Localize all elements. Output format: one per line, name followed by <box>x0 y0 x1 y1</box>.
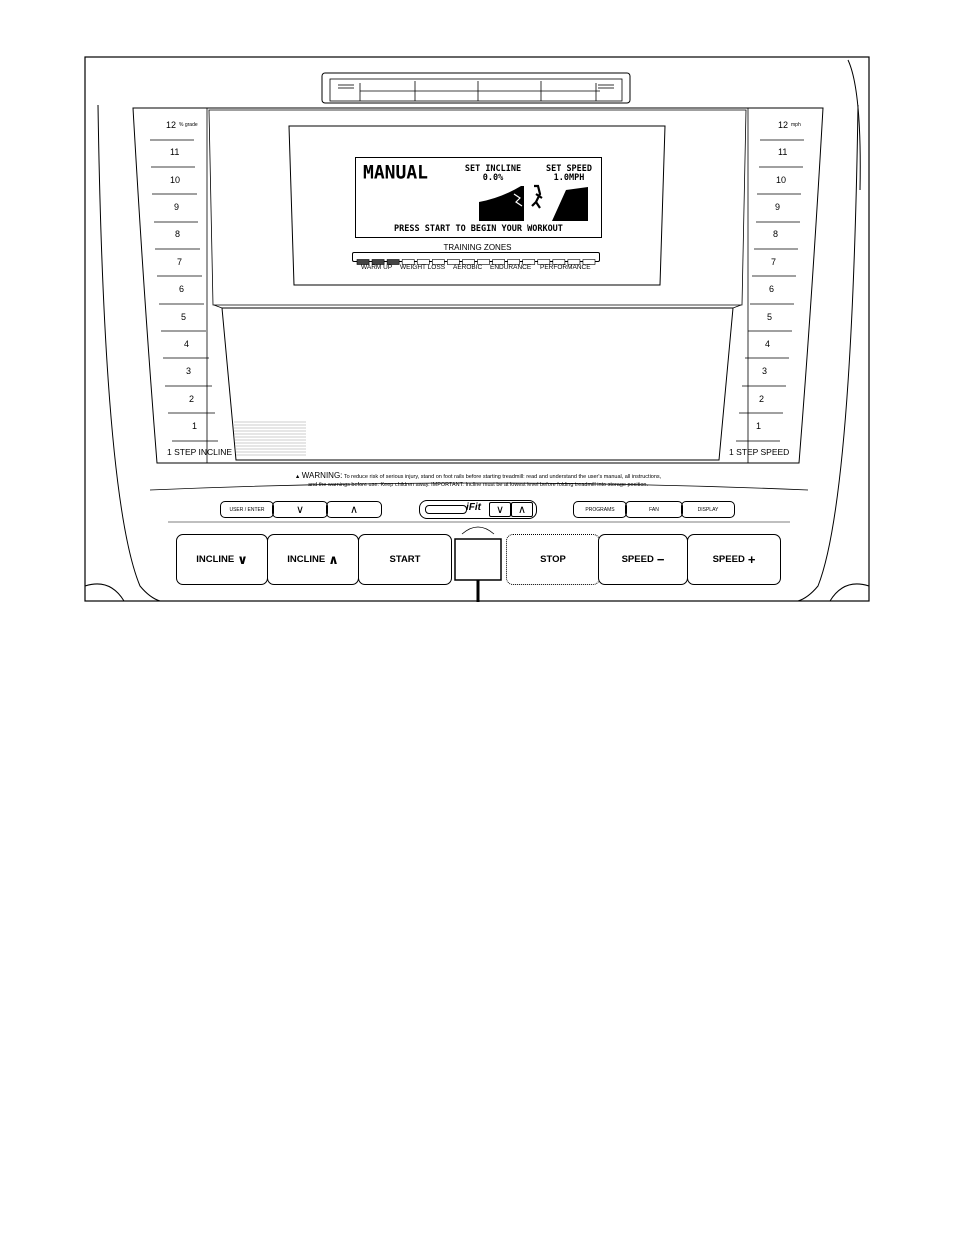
workout-mode: MANUAL <box>363 161 429 184</box>
set-speed-value: 1.0MPH <box>553 173 585 183</box>
incline-key-5[interactable]: 5 <box>181 312 187 322</box>
zone-performance: PERFORMANCE <box>540 264 591 271</box>
up-arrow-button[interactable] <box>326 501 382 518</box>
incline-up-button[interactable] <box>267 534 359 585</box>
incline-key-11[interactable]: 11 <box>170 147 180 157</box>
start-prompt: PRESS START TO BEGIN YOUR WORKOUT <box>394 224 563 234</box>
set-incline-label: SET INCLINE <box>464 164 522 174</box>
warning-line2: and the warnings before use. Keep children away. IMPORTANT: Incline must be at lowest level before folding treadmill into storage position. <box>308 482 648 488</box>
speed-key-10[interactable]: 10 <box>776 175 787 185</box>
zone-aerobic: AEROBIC <box>453 264 483 271</box>
incline-key-1[interactable]: 1 <box>192 421 198 431</box>
incline-key-12[interactable]: 12 $^{\% grade}$ <box>166 120 198 130</box>
down-arrow-button[interactable] <box>272 501 328 518</box>
programs-button[interactable]: PROGRAMS <box>573 501 627 518</box>
speed-key-2[interactable]: 2 <box>759 394 765 404</box>
lcd-display <box>355 157 602 238</box>
speed-down-label: SPEED <box>621 554 654 565</box>
speed-down-button[interactable] <box>598 534 688 585</box>
incline-key-3[interactable]: 3 <box>186 366 192 376</box>
display-button[interactable]: DISPLAY <box>681 501 735 518</box>
warning-heading: WARNING: <box>301 471 343 480</box>
speed-key-12[interactable]: 12 $^{mph}$ <box>778 120 801 130</box>
track-graphic <box>476 184 591 222</box>
set-speed-label: SET SPEED <box>545 164 593 174</box>
chevron-down-icon: ∨ <box>295 504 305 516</box>
incline-down-button[interactable] <box>176 534 268 585</box>
incline-key-6[interactable]: 6 <box>179 284 185 294</box>
chevron-up-icon: ∧ <box>328 551 339 567</box>
ifit-down-button[interactable] <box>489 502 511 517</box>
zone-weight-loss: WEIGHT LOSS <box>400 264 446 271</box>
ifit-up-button[interactable] <box>511 502 533 517</box>
zone-warm-up: WARM UP <box>361 264 393 271</box>
incline-key-10[interactable]: 10 <box>170 175 181 185</box>
zone-endurance: ENDURANCE <box>490 264 532 271</box>
speed-key-8[interactable]: 8 <box>773 229 779 239</box>
incline-key-4[interactable]: 4 <box>184 339 190 349</box>
warning-icon: ▲ <box>294 474 301 480</box>
chevron-down-icon: ∨ <box>237 551 248 567</box>
incline-up-label: INCLINE <box>287 554 326 565</box>
incline-key-8[interactable]: 8 <box>175 229 181 239</box>
speed-key-3[interactable]: 3 <box>762 366 768 376</box>
speed-key-1[interactable]: 1 <box>756 421 762 431</box>
incline-down-label: INCLINE <box>196 554 235 565</box>
start-button[interactable]: START <box>358 534 452 585</box>
speed-up-button[interactable] <box>687 534 781 585</box>
speed-key-9[interactable]: 9 <box>775 202 781 212</box>
incline-key-2[interactable]: 2 <box>189 394 195 404</box>
chevron-up-icon: ∧ <box>349 504 359 516</box>
speed-up-label: SPEED <box>712 554 745 565</box>
speed-key-6[interactable]: 6 <box>769 284 775 294</box>
warning-text <box>200 472 756 489</box>
set-incline-value: 0.0% <box>482 173 504 183</box>
ifit-logo: iFit <box>466 502 481 513</box>
warning-line1: To reduce risk of serious injury, stand on foot rails before starting treadmill: read and understand the user's manual, all instructions, <box>343 474 662 480</box>
minus-icon: − <box>656 552 665 567</box>
plus-icon: + <box>747 552 756 567</box>
hatch-patch <box>234 422 306 455</box>
user-enter-button[interactable]: USER / ENTER <box>220 501 274 518</box>
speed-key-11[interactable]: 11 <box>778 147 788 157</box>
training-zones-title: TRAINING ZONES <box>443 243 512 252</box>
stop-button[interactable]: STOP <box>506 534 600 585</box>
speed-key-7[interactable]: 7 <box>771 257 777 267</box>
incline-key-9[interactable]: 9 <box>174 202 180 212</box>
chevron-up-icon: ∧ <box>517 504 527 516</box>
speed-key-5[interactable]: 5 <box>767 312 773 322</box>
ifit-slot <box>425 505 467 514</box>
incline-scale-label: 1 STEP INCLINE <box>167 447 233 457</box>
speed-scale-label: 1 STEP SPEED <box>729 447 790 457</box>
fan-button[interactable]: FAN <box>625 501 683 518</box>
incline-key-7[interactable]: 7 <box>177 257 183 267</box>
training-zones-bar <box>352 252 600 262</box>
chevron-down-icon: ∨ <box>495 504 505 516</box>
speed-key-4[interactable]: 4 <box>765 339 771 349</box>
